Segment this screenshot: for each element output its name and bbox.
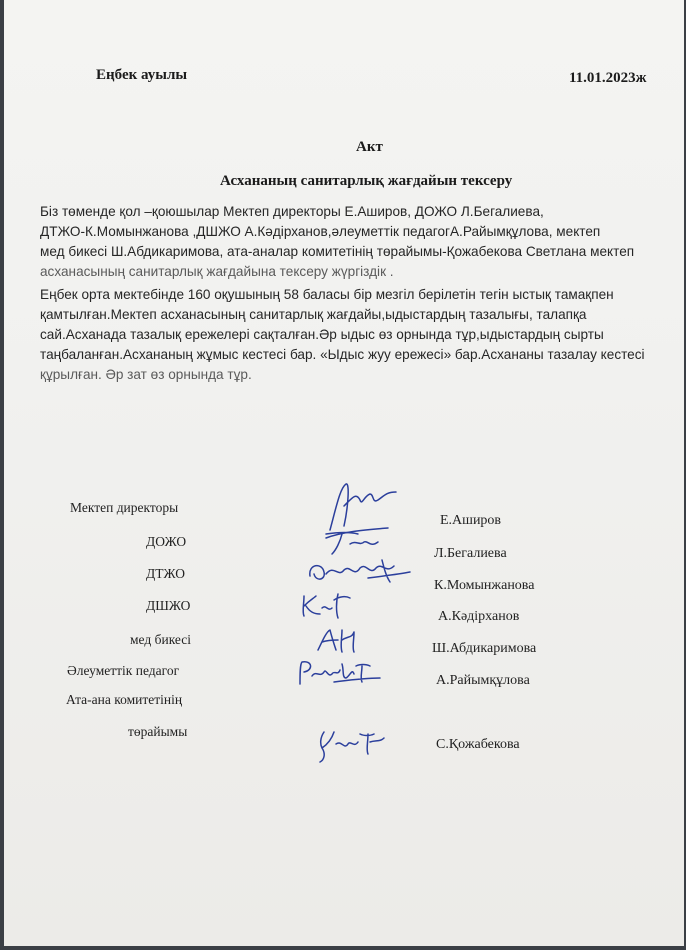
handwritten-signature-social-pedagogue [294, 656, 384, 690]
signature-name-dtzho: К.Момынжанова [434, 578, 535, 593]
signature-role-dozho: ДОЖО [146, 534, 187, 549]
signature-name-dshzho: А.Кәдірханов [438, 609, 520, 624]
body-line: құрылған. Әр зат өз орнында тұр. [40, 367, 252, 382]
body-line: мед бикесі Ш.Абдикаримова, ата-аналар комитетінің төрайымы-Қожабекова Светлана мектеп [40, 244, 635, 259]
signature-role-dshzho: ДШЖО [146, 598, 191, 613]
signature-role-dtzho: ДТЖО [146, 566, 185, 581]
village-name: Еңбек ауылы [96, 67, 188, 83]
signature-name-nurse: Ш.Абдикаримова [432, 641, 537, 656]
signature-name-director: Е.Аширов [440, 513, 502, 528]
signature-role-committee-line2: төрайымы [128, 724, 188, 739]
handwritten-signature-nurse [314, 626, 364, 654]
document-subtitle: Асхананың санитарлық жағдайын тексеру [220, 173, 513, 189]
document-date: 11.01.2023ж [569, 70, 647, 86]
body-line: сай.Асханада тазалық ережелері сақталған.Әр ыдыс өз орнында тұр,ыдыстардың сырты [40, 327, 604, 342]
handwritten-signature-committee [314, 724, 394, 764]
document-title: Акт [356, 139, 383, 155]
handwritten-signature-dtzho [304, 556, 414, 586]
signature-role-committee-line1: Ата-ана комитетінің [66, 692, 183, 707]
body-line: Еңбек орта мектебінде 160 оқушының 58 баласы бір мезгіл берілетін тегін ыстық тамақпен [40, 287, 614, 302]
body-line: қамтылған.Мектеп асханасының санитарлық жағдайы,ыдыстардың тазалығы, талапқа [40, 307, 587, 322]
signature-role-social-pedagogue: Әлеуметтік педагог [67, 663, 180, 678]
signature-name-committee: С.Қожабекова [436, 737, 520, 752]
handwritten-signature-dozho [320, 528, 390, 558]
body-line: асханасының санитарлық жағдайына тексеру жүргіздік . [40, 264, 394, 279]
body-line: Біз төменде қол –қоюшылар Мектеп директоры Е.Аширов, ДОЖО Л.Бегалиева, [40, 204, 544, 219]
signature-name-social-pedagogue: А.Райымқұлова [436, 673, 530, 688]
signature-role-director: Мектеп директоры [70, 500, 179, 515]
handwritten-signature-dshzho [298, 590, 358, 620]
body-line: таңбаланған.Асхананың жұмыс кестесі бар. «Ыдыс жуу ережесі» бар.Асхананы тазалау кестесі [40, 347, 645, 362]
document-page [4, 0, 684, 946]
signature-name-dozho: Л.Бегалиева [434, 546, 507, 561]
signature-role-nurse: мед бикесі [130, 632, 191, 647]
body-line: ДТЖО-К.Момынжанова ,ДШЖО А.Кәдірханов,әлеуметтік педагогА.Райымқұлова, мектеп [40, 224, 601, 239]
